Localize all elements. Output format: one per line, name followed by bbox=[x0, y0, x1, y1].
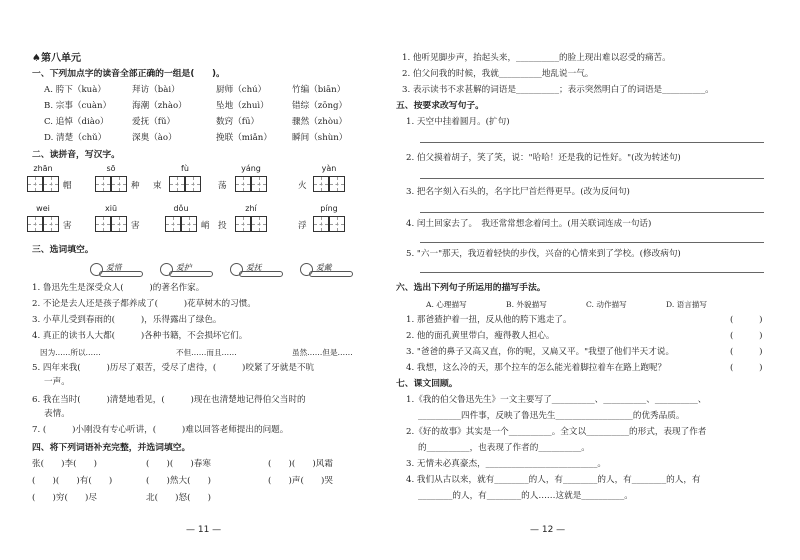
write-box[interactable] bbox=[27, 216, 43, 232]
answer-blank[interactable]: ( ) bbox=[730, 315, 763, 325]
write-box[interactable] bbox=[95, 176, 111, 192]
pinyin: yàn bbox=[321, 164, 337, 173]
snail-icon bbox=[300, 263, 313, 276]
snail-word-card bbox=[300, 262, 356, 278]
method-option: B. 外貌描写 bbox=[506, 300, 547, 309]
review-question: 1.《我的伯父鲁迅先生》一文主要写了__________、__________、__________、 bbox=[406, 395, 707, 405]
page-number: — 11 — bbox=[186, 525, 222, 535]
write-box[interactable] bbox=[165, 216, 181, 232]
snail-word-card bbox=[90, 262, 146, 278]
write-box[interactable] bbox=[313, 176, 329, 192]
idiom-blank: 张( )李( ) bbox=[32, 459, 97, 469]
question-cont: 一声。 bbox=[44, 377, 70, 387]
conjunction-option: 因为……所以…… bbox=[40, 348, 101, 357]
answer-blank[interactable]: ( ) bbox=[730, 331, 763, 341]
fill-question: 1. 他听见脚步声，抬起头来，__________的脸上现出难以忍受的痛苦。 bbox=[402, 53, 671, 63]
option-d: D. 清楚（chǔ） bbox=[44, 133, 107, 143]
review-question-cont: ________的人，有________的人……这就是__________。 bbox=[418, 491, 633, 501]
method-question: 1. 那爸猹护着一扭，反从他的胯下逃走了。 bbox=[406, 315, 572, 325]
char: 火 bbox=[298, 181, 307, 191]
conjunction-option: 虽然……但是…… bbox=[292, 348, 353, 357]
conjunction-option: 不但……而且…… bbox=[176, 348, 237, 357]
word-option: 爱惜 bbox=[106, 263, 122, 272]
write-box[interactable] bbox=[43, 216, 59, 232]
answer-line[interactable] bbox=[420, 242, 764, 243]
option-d-4: 瞬间（shùn） bbox=[292, 133, 348, 143]
option-c-4: 骤然（zhòu） bbox=[292, 117, 348, 127]
section-2-title: 二、读拼音，写汉字。 bbox=[32, 150, 120, 160]
idiom-blank: ( )穷( )尽 bbox=[32, 493, 97, 503]
review-question: 3. 无情未必真豪杰，__________________________。 bbox=[406, 459, 606, 469]
snail-word-card bbox=[160, 262, 216, 278]
answer-blank[interactable]: ( ) bbox=[730, 347, 763, 357]
section-3-title: 三、选词填空。 bbox=[32, 245, 94, 255]
write-box[interactable] bbox=[95, 216, 111, 232]
idiom-blank: ( )( )春寒 bbox=[146, 459, 211, 469]
spade-icon: ♠ bbox=[32, 53, 41, 64]
char: 峭 bbox=[201, 221, 210, 231]
option-b-3: 坠地（zhuì） bbox=[216, 101, 269, 111]
answer-line[interactable] bbox=[420, 178, 764, 179]
option-b-4: 错综（zōng） bbox=[292, 101, 348, 111]
section-1-title: 一、下列加点字的读音全部正确的一组是( )。 bbox=[32, 69, 225, 79]
option-d-2: 深奥（ào） bbox=[132, 133, 177, 143]
write-box[interactable] bbox=[329, 176, 345, 192]
char: 投 bbox=[218, 221, 227, 231]
method-question: 4. 我想，这么冷的天，那个拉车的怎么能光着脚拉着车在路上跑呢？ bbox=[406, 363, 667, 373]
pinyin: xiū bbox=[104, 204, 118, 213]
write-box[interactable] bbox=[111, 176, 127, 192]
page-number: — 12 — bbox=[530, 525, 566, 535]
question: 1. 鲁迅先生是深受众人( )的著名作家。 bbox=[32, 283, 205, 293]
option-c: C. 追悼（diào） bbox=[44, 117, 109, 127]
write-box[interactable] bbox=[111, 216, 127, 232]
pinyin: yáng bbox=[241, 164, 261, 173]
answer-blank[interactable]: ( ) bbox=[730, 363, 763, 373]
section-7-title: 七、课文回顾。 bbox=[396, 379, 458, 389]
question: 6. 我在当时( )清楚地看见，( )现在也清楚地记得伯父当时的 bbox=[32, 395, 306, 405]
idiom-blank: ( )( )风霜 bbox=[268, 459, 333, 469]
write-box[interactable] bbox=[251, 216, 267, 232]
method-question: 2. 他的面孔黄里带白，瘦得教人担心。 bbox=[406, 331, 555, 341]
idiom-blank: ( )( )有( ) bbox=[32, 476, 113, 486]
char: 帽 bbox=[63, 181, 72, 191]
char: 浮 bbox=[298, 221, 307, 231]
question: 2. 不论是去人还是孩子都养成了( )花草树木的习惯。 bbox=[32, 299, 256, 309]
fill-question: 2. 伯父问我的时候，我就__________地乱说一气。 bbox=[402, 69, 594, 79]
question: 3. 小草儿受到春雨的( )，乐得露出了绿色。 bbox=[32, 315, 222, 325]
question: 7. ( )小刚没有专心听讲，( )难以回答老师提出的问题。 bbox=[32, 425, 289, 435]
section-5-title: 五、按要求改写句子。 bbox=[396, 101, 484, 111]
review-question-cont: __________四件事，反映了鲁迅先生__________________的优秀品质。 bbox=[418, 411, 685, 421]
pinyin: wei bbox=[36, 204, 50, 213]
write-box[interactable] bbox=[43, 176, 59, 192]
word-option: 爱抚 bbox=[246, 263, 262, 272]
rewrite-question: 3. 把名字刻入石头的，名字比尸首烂得更早。(改为反问句) bbox=[406, 187, 630, 197]
option-b: B. 宗事（cuàn） bbox=[44, 101, 112, 111]
option-a: A. 胯下（kuà） bbox=[44, 85, 106, 95]
fill-question: 3. 表示读书不求甚解的词语是__________；表示突然明白了的词语是__________。 bbox=[402, 85, 714, 95]
section-6-title: 六、选出下列句子所运用的描写手法。 bbox=[396, 283, 546, 293]
question: 4. 真正的读书人大都( )各种书籍，不会损坏它们。 bbox=[32, 331, 248, 341]
answer-line[interactable] bbox=[420, 212, 764, 213]
pinyin: dǒu bbox=[173, 204, 189, 213]
word-option: 爱戴 bbox=[316, 263, 332, 272]
question: 5. 四年来我( )历尽了艰苦，受尽了虐待，( )咬紧了牙就是不吭 bbox=[32, 363, 315, 373]
answer-line[interactable] bbox=[420, 272, 764, 273]
unit-title: ♠第八单元 bbox=[32, 53, 81, 64]
snail-word-card bbox=[230, 262, 286, 278]
snail-icon bbox=[160, 263, 173, 276]
rewrite-question: 2. 伯父摸着胡子，笑了笑，说："哈哈！还是我的记性好。"(改为转述句) bbox=[406, 153, 681, 163]
method-question: 3. "爸爸的鼻子又高又直，你的呢，又扁又平。"我望了他们半天才说。 bbox=[406, 347, 675, 357]
pinyin: zhí bbox=[245, 204, 257, 213]
snail-icon bbox=[90, 263, 103, 276]
pinyin: sō bbox=[106, 164, 116, 173]
word-option: 爱护 bbox=[176, 263, 192, 272]
char: 害 bbox=[63, 221, 72, 231]
pinyin: fù bbox=[181, 164, 189, 173]
char: 束 bbox=[153, 181, 162, 191]
review-question: 2.《好的故事》其实是一个__________。全文以__________的形式，表现了作者 bbox=[406, 427, 707, 437]
method-option: C. 动作描写 bbox=[586, 300, 627, 309]
question-cont: 表情。 bbox=[44, 409, 70, 419]
option-b-2: 海潮（zhào） bbox=[132, 101, 187, 111]
option-a-3: 厨师（chú） bbox=[216, 85, 267, 95]
rewrite-question: 5. "六一"那天，我迈着轻快的步伐，兴奋的心情来到了学校。(修改病句) bbox=[406, 249, 681, 259]
answer-line[interactable] bbox=[420, 142, 764, 143]
write-box[interactable] bbox=[251, 176, 267, 192]
char: 荡 bbox=[218, 181, 227, 191]
method-option: D. 语言描写 bbox=[666, 300, 708, 309]
rewrite-question: 1. 天空中挂着圆月。(扩句) bbox=[406, 117, 510, 127]
pinyin: zhān bbox=[33, 164, 53, 173]
review-question: 4. 我们从古以来，就有________的人，有________的人，有________的人，有 bbox=[406, 475, 701, 485]
idiom-blank: ( )然大( ) bbox=[146, 476, 211, 486]
char: 害 bbox=[131, 221, 140, 231]
write-box[interactable] bbox=[185, 176, 201, 192]
option-a-4: 竹编（biān） bbox=[292, 85, 346, 95]
method-option: A. 心理描写 bbox=[426, 300, 467, 309]
rewrite-question: 4. 闰土回家去了。 我还常常想念着闰土。(用关联词连成一句话) bbox=[406, 219, 652, 229]
pinyin: píng bbox=[320, 204, 338, 213]
write-box[interactable] bbox=[181, 216, 197, 232]
write-box[interactable] bbox=[169, 176, 185, 192]
review-question-cont: 的__________，也表现了作者的__________。 bbox=[418, 443, 590, 453]
idiom-blank: 北( )怒( ) bbox=[146, 493, 211, 503]
write-box[interactable] bbox=[329, 216, 345, 232]
write-box[interactable] bbox=[27, 176, 43, 192]
write-box[interactable] bbox=[235, 216, 251, 232]
write-box[interactable] bbox=[313, 216, 329, 232]
option-c-2: 爱抚（fǔ） bbox=[132, 117, 176, 127]
snail-icon bbox=[230, 263, 243, 276]
char: 种 bbox=[131, 181, 140, 191]
option-c-3: 数窍（fū） bbox=[216, 117, 260, 127]
option-d-3: 挽联（miǎn） bbox=[216, 133, 272, 143]
write-box[interactable] bbox=[235, 176, 251, 192]
section-4-title: 四、将下列词语补充完整，并选词填空。 bbox=[32, 443, 191, 453]
option-a-2: 拜访（bài） bbox=[132, 85, 180, 95]
right-page bbox=[396, 0, 800, 560]
idiom-blank: ( )声( )哭 bbox=[268, 476, 333, 486]
